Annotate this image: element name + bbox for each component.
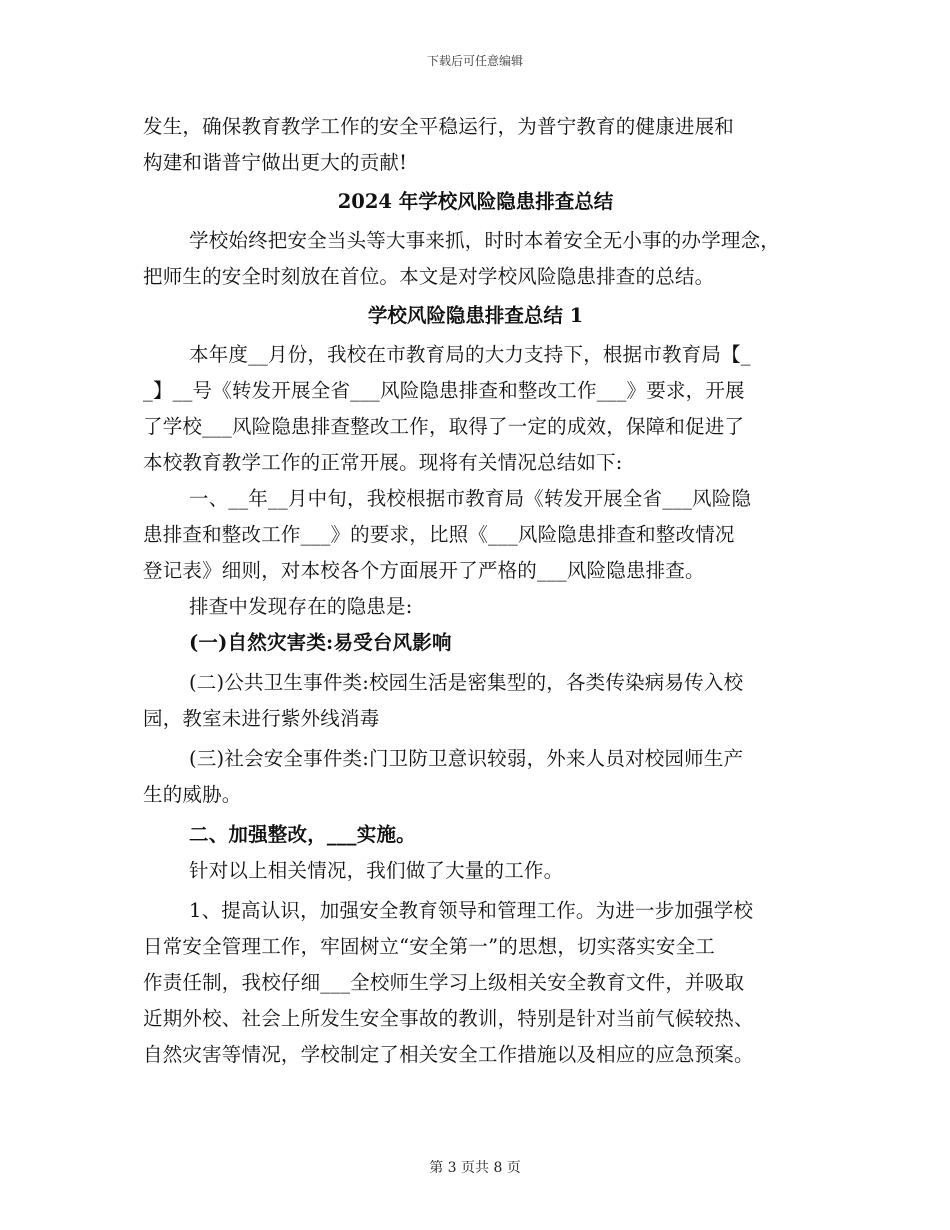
document-title: 2024 年学校风险隐患排查总结 [337, 190, 614, 213]
body-line: 日常安全管理工作，牢固树立“安全第一”的思想，切实落实安全工 [143, 935, 715, 958]
page-header: 下载后可任意编辑 [426, 54, 523, 68]
body-line: 生的威胁。 [143, 783, 242, 806]
subheading-rectification: 二、加强整改，___实施。 [189, 823, 416, 846]
body-line: 近期外校、社会上所发生安全事故的教训，特别是针对当前气候较热、 [143, 1007, 754, 1030]
body-line: 本校教育教学工作的正常开展。现将有关情况总结如下: [143, 451, 623, 474]
body-line: 本年度__月份，我校在市教育局的大力支持下，根据市教育局【_ [189, 343, 751, 366]
section-title: 学校风险隐患排查总结 1 [367, 304, 584, 327]
body-line: 把师生的安全时刻放在首位。本文是对学校风险隐患排查的总结。 [143, 265, 715, 288]
subheading-natural-disaster: (一)自然灾害类:易受台风影响 [189, 631, 452, 654]
body-line: 自然灾害等情况，学校制定了相关安全工作措施以及相应的应急预案。 [143, 1043, 754, 1066]
document-body [143, 109, 808, 1073]
body-line: 构建和谐普宁做出更大的贡献! [143, 151, 408, 174]
body-line: (二)公共卫生事件类:校园生活是密集型的，各类传染病易传入校 [189, 671, 744, 694]
body-line: 学校始终把安全当头等大事来抓，时时本着安全无小事的办学理念， [189, 229, 781, 252]
body-line: 一、__年__月中旬，我校根据市教育局《转发开展全省___风险隐 [189, 487, 752, 510]
body-line: 园，教室未进行紫外线消毒 [143, 707, 380, 730]
body-line: 患排查和整改工作___》的要求，比照《___风险隐患排查和整改情况 [143, 523, 735, 546]
body-line: (三)社会安全事件类:门卫防卫意识较弱，外来人员对校园师生产 [189, 747, 744, 770]
body-line: 排查中发现存在的隐患是: [189, 595, 413, 618]
body-line: _】__号《转发开展全省___风险隐患排查和整改工作___》要求，开展 [143, 379, 745, 402]
body-line: 登记表》细则，对本校各个方面展开了严格的___风险隐患排查。 [143, 559, 705, 582]
body-line: 作责任制，我校仔细___全校师生学习上级相关安全教育文件，并吸取 [143, 971, 745, 994]
body-line: 针对以上相关情况，我们做了大量的工作。 [189, 859, 564, 882]
body-line: 1、提高认识，加强安全教育领导和管理工作。为进一步加强学校 [189, 899, 754, 922]
page-footer: 第 3 页共 8 页 [429, 1160, 521, 1176]
body-line: 了学校___风险隐患排查整改工作，取得了一定的成效，保障和促进了 [143, 415, 745, 438]
body-line: 发生，确保教育教学工作的安全平稳运行，为普宁教育的健康进展和 [143, 115, 735, 138]
